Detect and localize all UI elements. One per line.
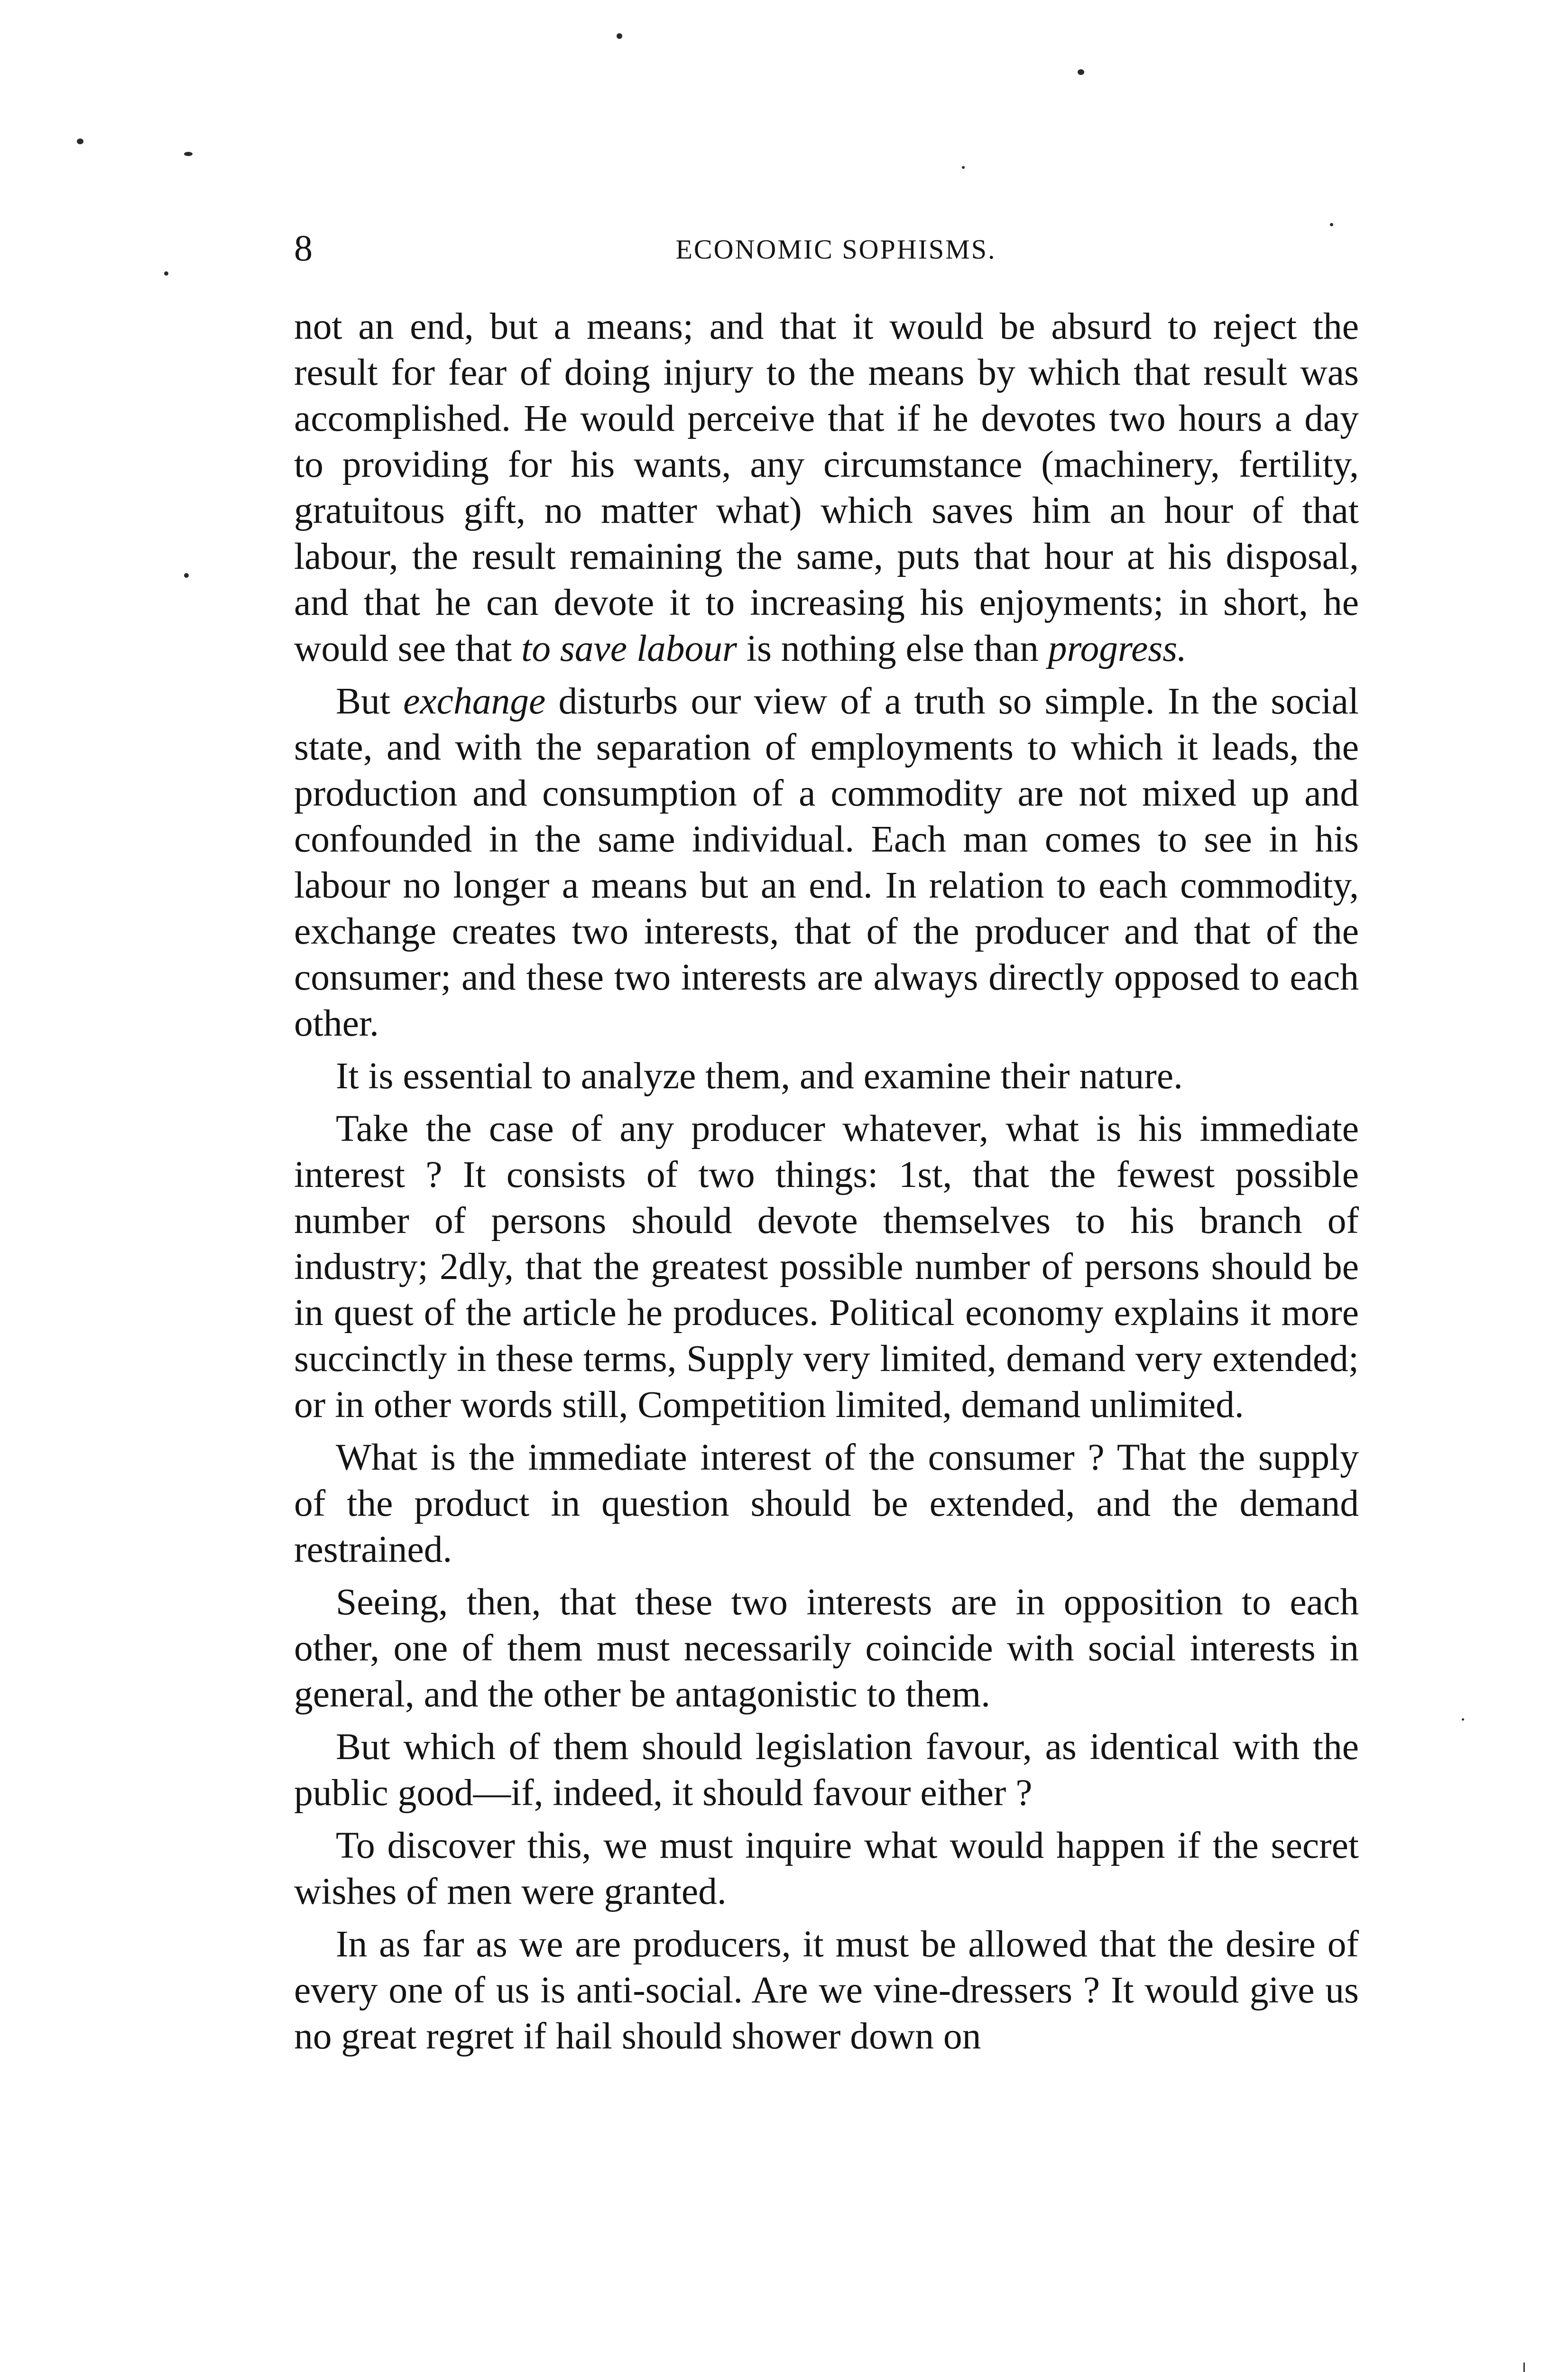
page-number: 8 xyxy=(294,227,313,269)
ink-speck xyxy=(962,166,965,169)
paragraph-text: disturbs our view of a truth so simple. In the social state, and with the separation of employments to which it leads, the production and consumption of a commodity are not mixed up and confounded in the same individual. Each man comes to see in his labour no longer a means but an end. In relation to each commodity, exchange creates two interests, that of the producer and that of the consumer; and these two interests are always directly opposed to each other. xyxy=(294,680,1359,1044)
paragraph: What is the immediate interest of the consumer ? That the supply of the product in question should be extended, and the demand restrained. xyxy=(294,1436,1359,1570)
paragraph-text: not an end, but a means; and that it would be absurd to reject the result for fear of doing injury to the means by which that result was accomplished. He would perceive that if he devotes two hours a day to providing for his wants, any circumstance (machinery, fertility, gratuitous gift, no matter what) which saves him an hour of that labour, the result remaining the same, puts that hour at his disposal, and that he can devote it to increasing his enjoyments; in short, he would see that xyxy=(294,306,1359,669)
paragraph: In as far as we are producers, it must be allowed that the desire of every one of us is anti-social. Are we vine-dressers ? It would give us no great regret if hail should shower down on xyxy=(294,1923,1359,2057)
paragraph-text: But xyxy=(336,680,404,722)
ink-speck xyxy=(1078,69,1084,75)
ink-speck xyxy=(184,573,189,578)
italic-phrase: progress. xyxy=(1048,628,1187,669)
paragraph-text: is nothing else than xyxy=(737,628,1048,669)
paragraph xyxy=(294,678,1359,1047)
page-header xyxy=(294,227,1359,269)
paragraph: Seeing, then, that these two interests are in opposition to each other, one of them must necessarily coincide with social interests in general, and the other be antagonistic to them. xyxy=(294,1581,1359,1715)
paragraph: Take the case of any producer whatever, what is his immediate interest ? It consists of two things: 1st, that the fewest possible number of persons should devote themselves to his branch of industry; 2dly, that the greatest possible number of persons should be in quest of the article he produces. Political economy explains it more succinctly in these terms, Supply very limited, demand very extended; or in other words still, Competition limited, demand unlimited. xyxy=(294,1108,1359,1426)
paragraph xyxy=(294,304,1359,672)
paragraph: To discover this, we must inquire what would happen if the secret wishes of men were granted. xyxy=(294,1825,1359,1912)
paragraph: But which of them should legislation favour, as identical with the public good—if, indeed, it should favour either ? xyxy=(294,1726,1359,1814)
paragraph: It is essential to analyze them, and examine their nature. xyxy=(336,1055,1183,1097)
ink-speck xyxy=(77,139,83,144)
italic-phrase: exchange xyxy=(403,680,546,722)
body-text xyxy=(294,304,1359,2066)
ink-speck xyxy=(1330,223,1333,226)
ink-speck xyxy=(164,271,168,276)
ink-speck xyxy=(184,152,193,156)
ink-speck xyxy=(1462,1718,1464,1721)
ink-speck xyxy=(617,33,622,39)
italic-phrase: to save labour xyxy=(521,628,737,669)
running-title: ECONOMIC SOPHISMS. xyxy=(675,234,996,265)
edge-mark xyxy=(1523,2363,1525,2372)
